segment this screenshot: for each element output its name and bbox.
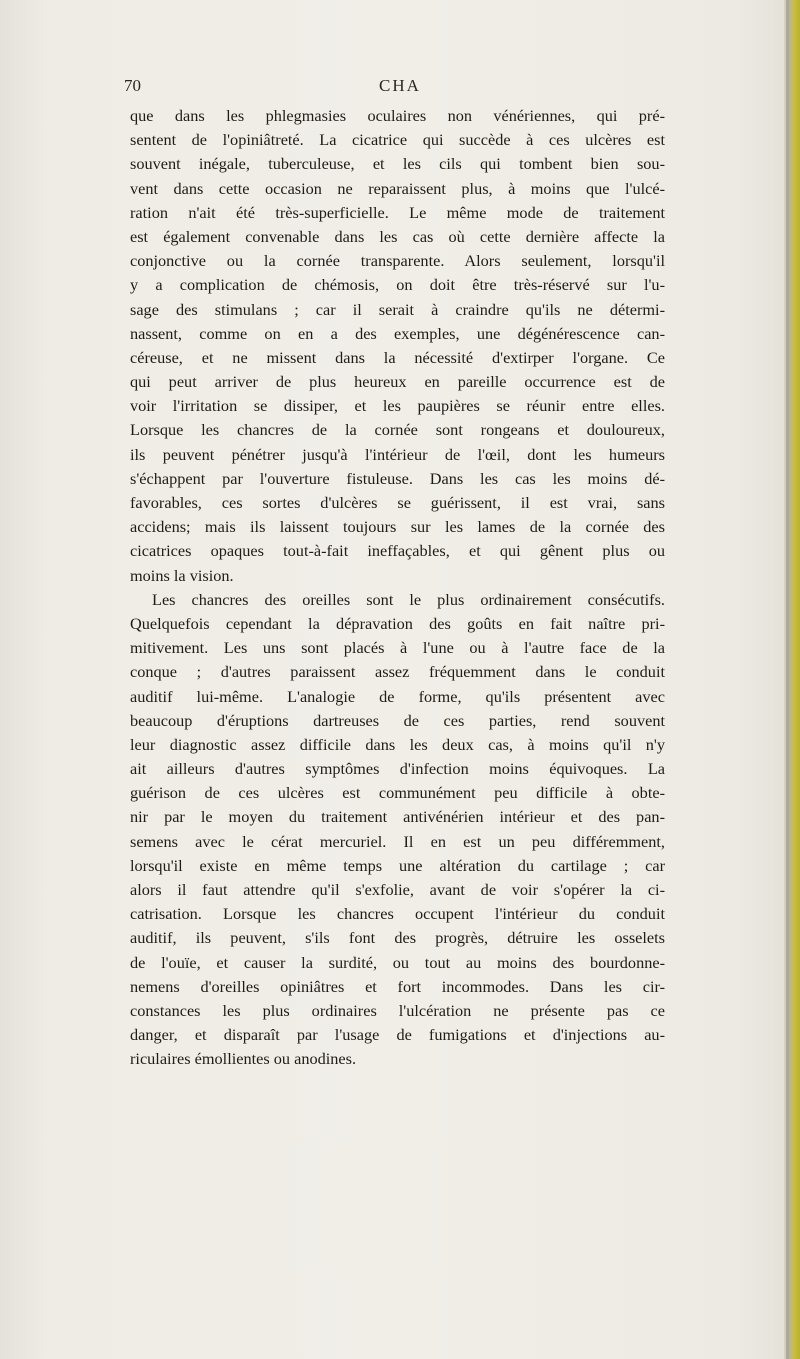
text-line: Les chancres des oreilles sont le plus ordinairement consécutifs. [152,589,665,609]
text-line: voir l'irritation se dissiper, et les paupières se réunir entre elles. [130,396,665,416]
text-line: semens avec le cérat mercuriel. Il en est un peu différemment, [130,831,665,851]
text-line: y a complication de chémosis, on doit être très-réservé sur l'u- [130,275,665,295]
text-line: souvent inégale, tuberculeuse, et les cils qui tombent bien sou- [130,154,665,174]
text-line: sage des stimulans ; car il serait à craindre qu'ils ne détermi- [130,299,665,319]
text-line: accidens; mais ils laissent toujours sur les lames de la cornée des [130,517,665,537]
text-line: sentent de l'opiniâtreté. La cicatrice qui succède à ces ulcères est [130,130,665,150]
text-line: auditif lui-même. L'analogie de forme, qu'ils présentent avec [130,686,665,706]
text-line: nemens d'oreilles opiniâtres et fort incommodes. Dans les cir- [130,976,665,996]
text-line: ration n'ait été très-superficielle. Le même mode de traitement [130,202,665,222]
text-line: que dans les phlegmasies oculaires non vénériennes, qui pré- [130,106,665,125]
page-number: 70 [124,76,141,95]
text-line: céreuse, et ne missent dans la nécessité d'extirper l'organe. Ce [130,347,665,367]
text-line: conque ; d'autres paraissent assez fréquemment dans le conduit [130,662,665,682]
page-edge [784,0,800,1359]
text-line: riculaires émollientes ou anodines. [130,1049,357,1069]
text-line: nassent, comme on en a des exemples, une dégénérescence can- [130,323,665,343]
text-line: beaucoup d'éruptions dartreuses de ces parties, rend souvent [130,710,665,730]
text-line: de l'ouïe, et causer la surdité, ou tout au moins des bourdonne- [130,952,665,972]
text-line: ait ailleurs d'autres symptômes d'infection moins équivoques. La [130,759,665,779]
text-line: s'échappent par l'ouverture fistuleuse. Dans les cas les moins dé- [130,468,665,488]
text-line: Lorsque les chancres de la cornée sont rongeans et douloureux, [130,420,665,440]
text-line: vent dans cette occasion ne reparaissent plus, à moins que l'ulcé- [130,178,665,198]
text-line: mitivement. Les uns sont placés à l'une ou à l'autre face de la [130,638,665,658]
text-line: favorables, ces sortes d'ulcères se guérissent, il est vrai, sans [130,493,665,512]
text-line: leur diagnostic assez difficile dans les deux cas, à moins qu'il n'y [130,734,665,754]
text-line: ils peuvent pénétrer jusqu'à l'intérieur de l'œil, dont les humeurs [130,444,665,464]
text-line: qui peut arriver de plus heureux en pareille occurrence est de [130,372,665,392]
body-text [130,104,665,1072]
text-line: catrisation. Lorsque les chancres occupent l'intérieur du conduit [130,904,665,924]
text-line: conjonctive ou la cornée transparente. Alors seulement, lorsqu'il [130,251,665,271]
text-line: danger, et disparaît par l'usage de fumigations et d'injections au- [130,1025,665,1045]
text-line: guérison de ces ulcères est communément peu difficile à obte- [130,783,665,803]
running-head: CHA [379,76,421,95]
text-line: alors il faut attendre qu'il s'exfolie, avant de voir s'opérer la ci- [130,880,665,899]
text-line: constances les plus ordinaires l'ulcération ne présente pas ce [130,1000,665,1020]
text-line: moins la vision. [130,565,234,585]
text-line: cicatrices opaques tout-à-fait ineffaçables, et qui gênent plus ou [130,541,665,561]
text-line: nir par le moyen du traitement antivénérien intérieur et des pan- [130,807,665,827]
text-line: auditif, ils peuvent, s'ils font des progrès, détruire les osselets [130,928,665,948]
text-line: lorsqu'il existe en même temps une altération du cartilage ; car [130,855,665,875]
page-header [0,76,800,100]
text-line: est également convenable dans les cas où cette dernière affecte la [130,226,665,246]
text-line: Quelquefois cependant la dépravation des goûts en fait naître pri- [130,613,665,633]
